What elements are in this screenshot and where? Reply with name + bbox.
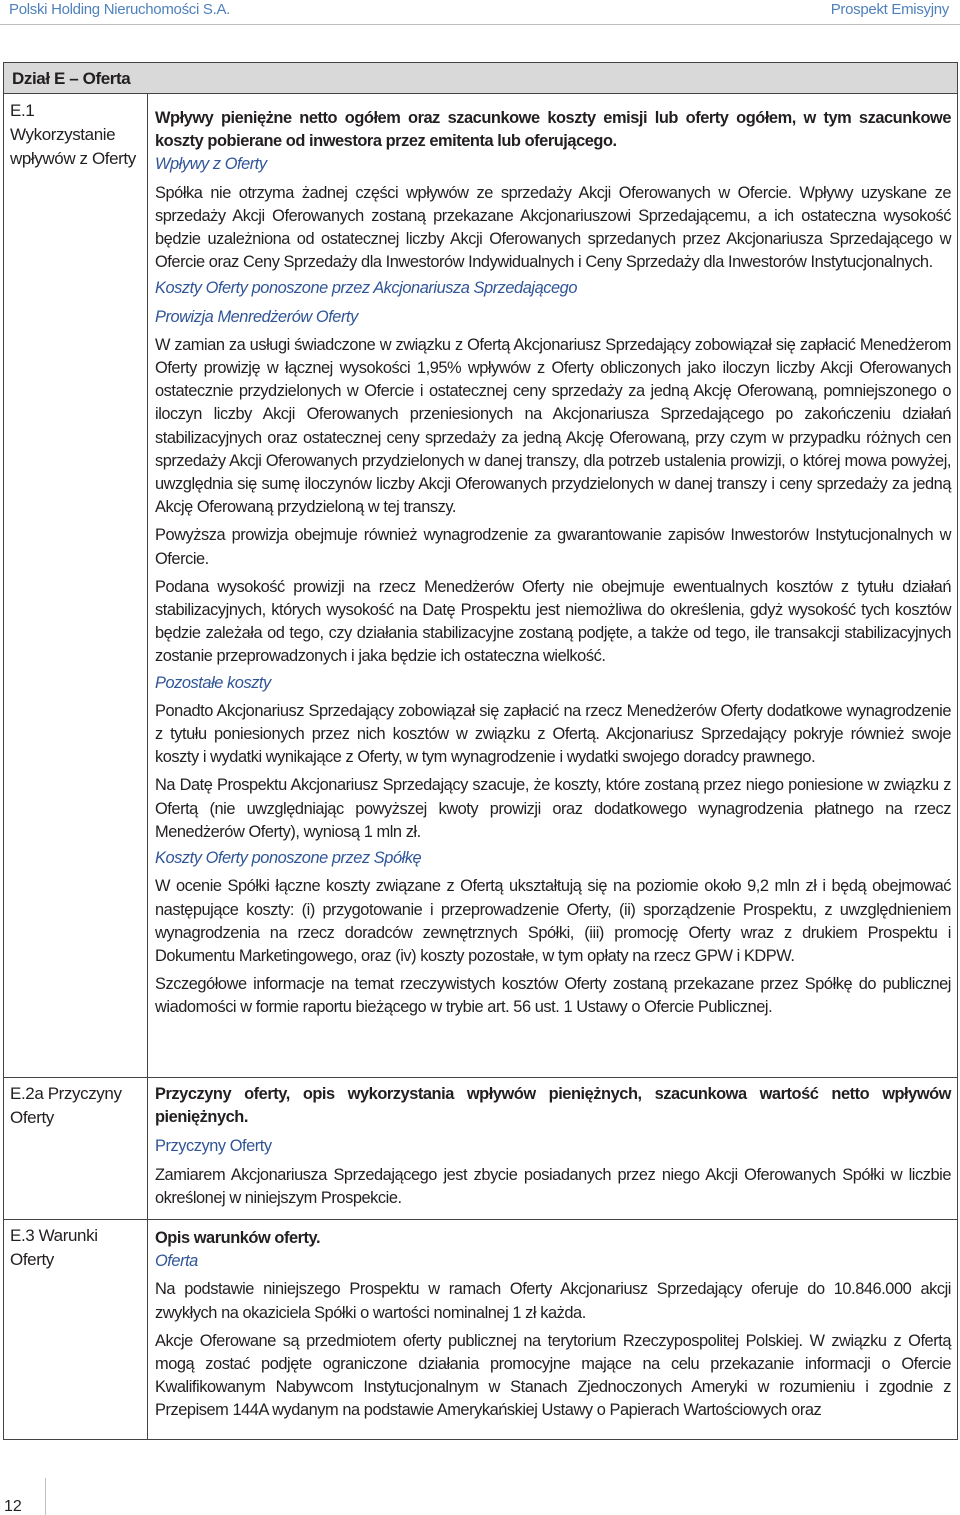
- header-divider: [0, 24, 960, 25]
- section-heading-bar: [3, 62, 958, 94]
- row-label-e2a: [10, 1082, 140, 1130]
- paragraph: Ponadto Akcjonariusz Sprzedający zobowiązał się zapłacić na rzecz Menedżerów Oferty dodatkowe wynagrodzenie z tytułu poniesionych przez nich kosztów w związku z Ofertą. Akcjonariusz Sprzedający pokryje również swoje koszty i wydatki wynikające z Oferty, w tym wynagrodzenie i wydatki swojego doradcy prawnego.: [155, 701, 951, 767]
- subheading-offer: Oferta: [155, 1252, 198, 1271]
- page-number: 12: [4, 1498, 22, 1515]
- row-content-e1: [155, 107, 951, 1020]
- subheading-other-costs: Pozostałe koszty: [155, 673, 271, 692]
- paragraph: Na Datę Prospektu Akcjonariusz Sprzedający szacuje, że koszty, które zostaną przez niego poniesione w związku z Ofertą (nie uwzględniając powyższej kwoty prowizji oraz dodatkowego wynagrodzenia płatnego na rzecz Menedżerów Oferty), wyniosą 1 mln zł.: [155, 776, 951, 841]
- element-requirement: Wpływy pieniężne netto ogółem oraz szacunkowe koszty emisji lub oferty ogółem, w tym szacunkowe koszty pobierane od inwestora przez emitenta lub oferującego.: [155, 109, 951, 151]
- row-title: Wykorzystanie wpływów z Oferty: [10, 125, 136, 168]
- row-content-e3: [155, 1227, 951, 1423]
- row-id: E.1: [10, 101, 35, 120]
- row-content-e2a: [155, 1083, 951, 1210]
- subheading-costs-company: Koszty Oferty ponoszone przez Spółkę: [155, 849, 422, 868]
- paragraph: Zamiarem Akcjonariusza Sprzedającego jest zbycie posiadanych przez niego Akcji Oferowanych Spółki w liczbie określonej w niniejszym Prospekcie.: [155, 1165, 951, 1207]
- paragraph: Szczegółowe informacje na temat rzeczywistych kosztów Oferty zostaną przekazane przez Spółkę do publicznej wiadomości w formie raportu bieżącego w trybie art. 56 ust. 1 Ustawy o Ofercie Publicznej.: [155, 975, 951, 1017]
- paragraph: W zamian za usługi świadczone w związku z Ofertą Akcjonariusz Sprzedający zobowiązał się zapłacić Menedżerom Oferty prowizję w łącznej wysokości 1,95% wpływów z Oferty obliczonych jako iloczyn liczby Akcji Oferowanych ostatecznie przydzielonych w Ofercie i ostatecznej ceny sprzedaży za jedną Akcję Oferowaną, pomniejszonego o iloczyn liczby Akcji Oferowanych przeniesionych na Akcjonariusza Sprzedającego po zakończeniu działań stabilizacyjnych oraz ostatecznej ceny sprzedaży za jedną Akcję Oferowaną, przy czym w przypadku różnych cen sprzedaży Akcji Oferowanych przydzielonych w danej transzy, dla potrzeb ustalenia prowizji, o której mowa powyżej, uwzględnia się sumę iloczynów liczby Akcji Oferowanych przydzielonych w danej transzy i ceny sprzedaży za jedną Akcję Oferowaną przydzieloną w tej transzy.: [155, 335, 951, 517]
- row-id: E.2a: [10, 1084, 44, 1103]
- paragraph: Podana wysokość prowizji na rzecz Menedżerów Oferty nie obejmuje ewentualnych kosztów z tytułu działań stabilizacyjnych, których wysokość na Datę Prospektu jest niemożliwa do określenia, gdyż wysokość tych kosztów będzie zależała od tego, czy działania stabilizacyjne zostaną podjęte, a także od tego, ile transakcji stabilizacyjnych zostanie przeprowadzonych i jaka będzie ich ostateczna wielkość.: [155, 577, 951, 666]
- subheading-costs-seller: Koszty Oferty ponoszone przez Akcjonariusza Sprzedającego: [155, 279, 577, 298]
- element-requirement: Opis warunków oferty.: [155, 1229, 321, 1247]
- row-title: Warunki Oferty: [10, 1226, 98, 1269]
- row-divider: [3, 1077, 958, 1078]
- subheading-proceeds: Wpływy z Oferty: [155, 155, 267, 174]
- row-id: E.3: [10, 1226, 35, 1245]
- element-requirement: Przyczyny oferty, opis wykorzystania wpływów pieniężnych, szacunkowa wartość netto wpływów pieniężnych.: [155, 1085, 951, 1127]
- row-title: Przyczyny Oferty: [10, 1084, 122, 1127]
- document-title: Prospekt Emisyjny: [830, 1, 949, 18]
- paragraph: Na podstawie niniejszego Prospektu w ramach Oferty Akcjonariusz Sprzedający oferuje do 10.846.000 akcji zwykłych na okaziciela Spółki o wartości nominalnej 1 zł każda.: [155, 1280, 951, 1322]
- paragraph: Powyższa prowizja obejmuje również wynagrodzenie za gwarantowanie zapisów Inwestorów Instytucjonalnych w Ofercie.: [155, 526, 951, 568]
- section-title: Dział E – Oferta: [12, 69, 131, 88]
- row-label-e1: [10, 99, 140, 171]
- paragraph: Akcje Oferowane są przedmiotem oferty publicznej na terytorium Rzeczypospolitej Polskiej. W związku z Ofertą mogą zostać podjęte ograniczone działania promocyjne mające na celu przekazanie informacji o Ofercie Kwalifikowanym Nabywcom Instytucjonalnym w Stanach Zjednoczonych Ameryki w rozumieniu i zgodnie z Przepisem 144A wydanym na podstawie Amerykańskiej Ustawy o Papierach Wartościowych oraz: [155, 1331, 951, 1420]
- subheading-reasons: Przyczyny Oferty: [155, 1137, 272, 1156]
- paragraph: Spółka nie otrzyma żadnej części wpływów ze sprzedaży Akcji Oferowanych w Ofercie. Wpływy uzyskane ze sprzedaży Akcji Oferowanych zostaną przekazane Akcjonariuszowi Sprzedającemu, a ich ostateczna wysokość będzie uzależniona od ostatecznej liczby Akcji Oferowanych sprzedanych przez Akcjonariusza Sprzedającego w Ofercie oraz Ceny Sprzedaży dla Inwestorów Indywidualnych i Ceny Sprzedaży dla Inwestorów Instytucjonalnych.: [155, 183, 951, 272]
- row-divider: [3, 1219, 958, 1220]
- subheading-commission: Prowizja Menredżerów Oferty: [155, 307, 358, 326]
- page-header: [0, 0, 960, 24]
- row-label-e3: [10, 1224, 140, 1272]
- footer-divider: [45, 1478, 46, 1515]
- paragraph: W ocenie Spółki łączne koszty związane z Ofertą ukształtują się na poziomie około 9,2 mln zł i będą obejmować następujące koszty: (i) przygotowanie i przeprowadzenie Oferty, (ii) sporządzenie Prospektu, z uwzględnieniem wynagrodzenia na rzecz doradców zewnętrznych Spółki, (iii) promocję Oferty wraz z drukiem Prospektu i Dokumentu Marketingowego, oraz (iv) koszty pozostałe, w tym opłaty na rzecz GPW i KDPW.: [155, 877, 951, 965]
- column-divider: [147, 94, 148, 1440]
- company-name: Polski Holding Nieruchomości S.A.: [9, 1, 231, 18]
